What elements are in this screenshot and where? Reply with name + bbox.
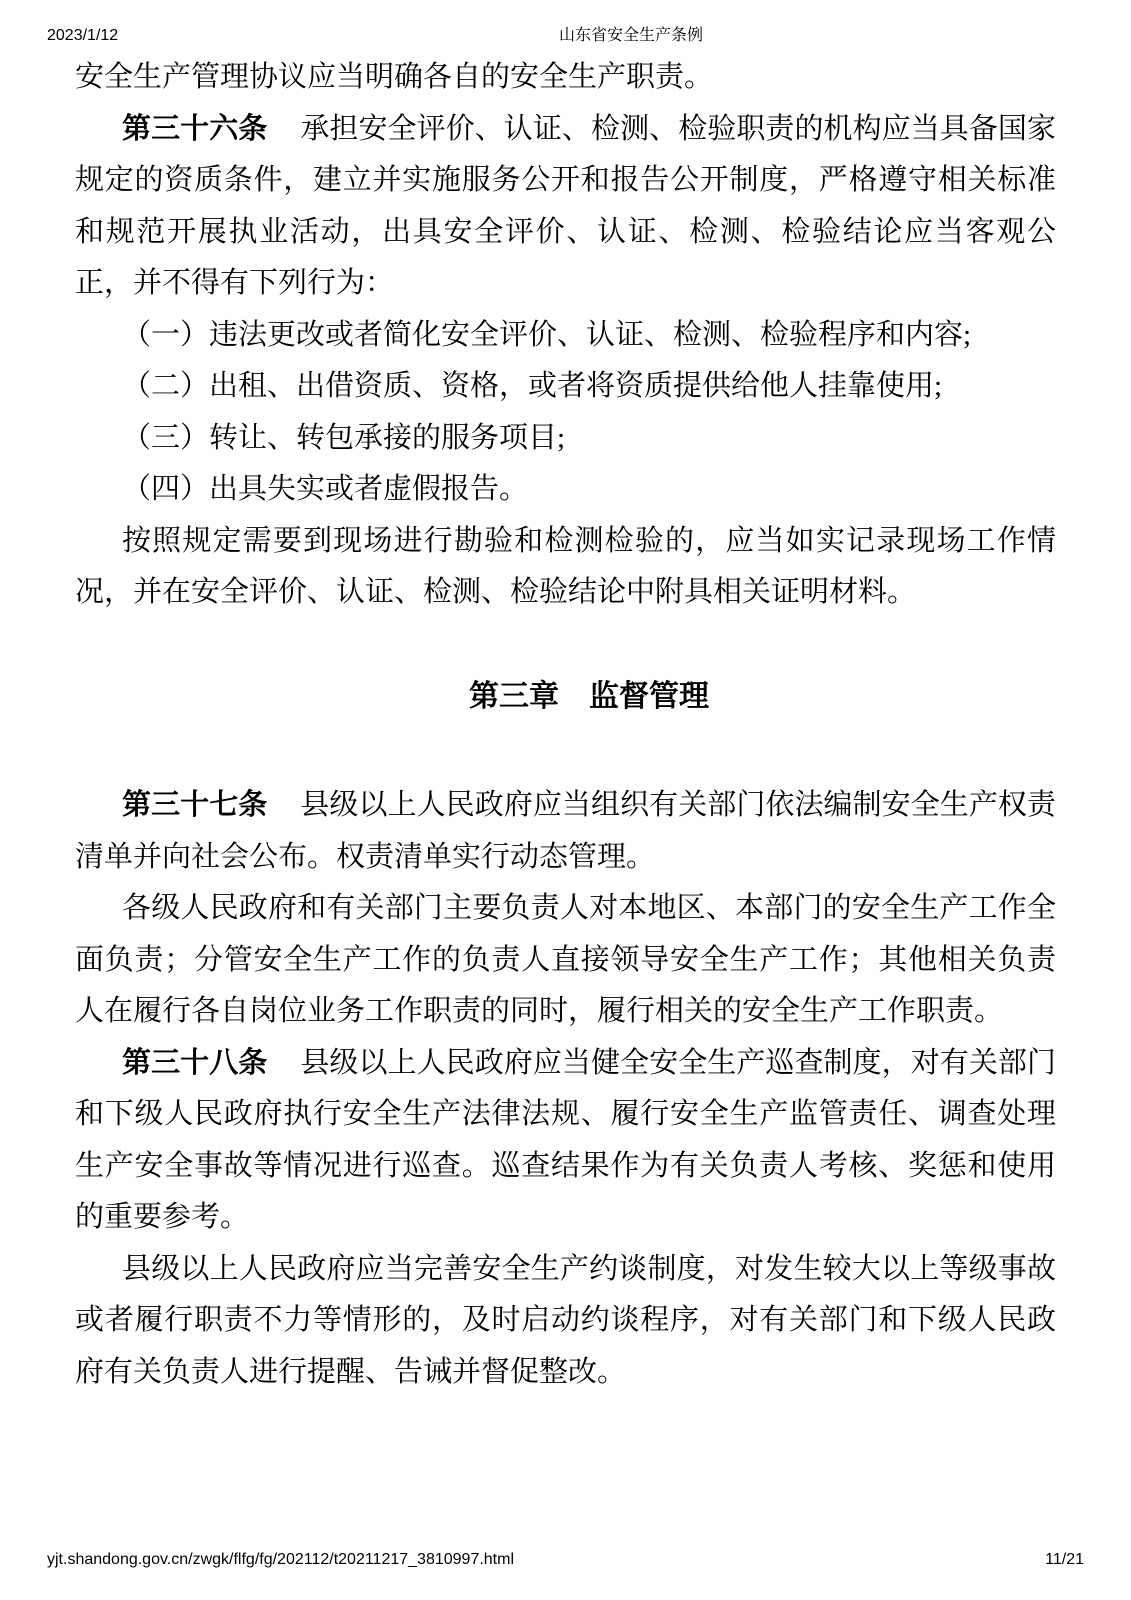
print-header: [47, 26, 1084, 46]
print-document-title: 山东省安全生产条例: [559, 27, 704, 44]
print-date: 2023/1/12: [47, 27, 119, 44]
article-38-number: 第三十八条: [122, 1046, 268, 1079]
paragraph-article-37: [75, 780, 1056, 883]
paragraph-site-inspection: 按照规定需要到现场进行勘验和检测检验的，应当如实记录现场工作情况，并在安全评价、认证、检测、检验结论中附具相关证明材料。: [75, 524, 1056, 608]
article-36-number: 第三十六条: [122, 112, 268, 145]
chapter-3-heading: 第三章 监督管理: [469, 679, 709, 713]
source-url: yjt.shandong.gov.cn/zwgk/flfg/fg/202112/t20211217_3810997.html: [47, 1551, 515, 1568]
article-38-text: 县级以上人民政府应当健全安全生产巡查制度，对有关部门和下级人民政府执行安全生产法律法规、履行安全生产监管责任、调查处理生产安全事故等情况进行巡查。巡查结果作为有关负责人考核、奖惩和使用的重要参考。: [75, 1046, 1056, 1233]
page-number: 11/21: [1045, 1551, 1084, 1568]
list-item-2: （二）出租、出借资质、资格，或者将资质提供给他人挂靠使用;: [122, 370, 943, 402]
list-item-4: （四）出具失实或者虚假报告。: [122, 473, 529, 505]
print-footer: [47, 1550, 1084, 1570]
paragraph-article-38: [75, 1038, 1056, 1244]
article-37-number: 第三十七条: [122, 789, 268, 821]
document-content: [75, 52, 1056, 1398]
article-36-text: 承担安全评价、认证、检测、检验职责的机构应当具备国家规定的资质条件，建立并实施服务公开和报告公开制度，严格遵守相关标准和规范开展执业活动，出具安全评价、认证、检测、检验结论应当客观公正，并不得有下列行为：: [75, 112, 1056, 299]
paragraph-article-36: [75, 104, 1056, 310]
paragraph-responsibility: 各级人民政府和有关部门主要负责人对本地区、本部门的安全生产工作全面负责；分管安全生产工作的负责人直接领导安全生产工作；其他相关负责人在履行各自岗位业务工作职责的同时，履行相关的安全生产工作职责。: [75, 892, 1056, 1027]
list-item-3: （三）转让、转包承接的服务项目;: [122, 421, 566, 454]
list-item-1: （一）违法更改或者简化安全评价、认证、检测、检验程序和内容;: [122, 318, 972, 351]
article-37-text: 县级以上人民政府应当组织有关部门依法编制安全生产权责清单并向社会公布。权责清单实行动态管理。: [75, 789, 1056, 873]
paragraph-interview-system: 县级以上人民政府应当完善安全生产约谈制度，对发生较大以上等级事故或者履行职责不力等情形的，及时启动约谈程序，对有关部门和下级人民政府有关负责人进行提醒、告诫并督促整改。: [75, 1252, 1056, 1388]
paragraph-continuation: 安全生产管理协议应当明确各自的安全生产职责。: [75, 61, 714, 93]
